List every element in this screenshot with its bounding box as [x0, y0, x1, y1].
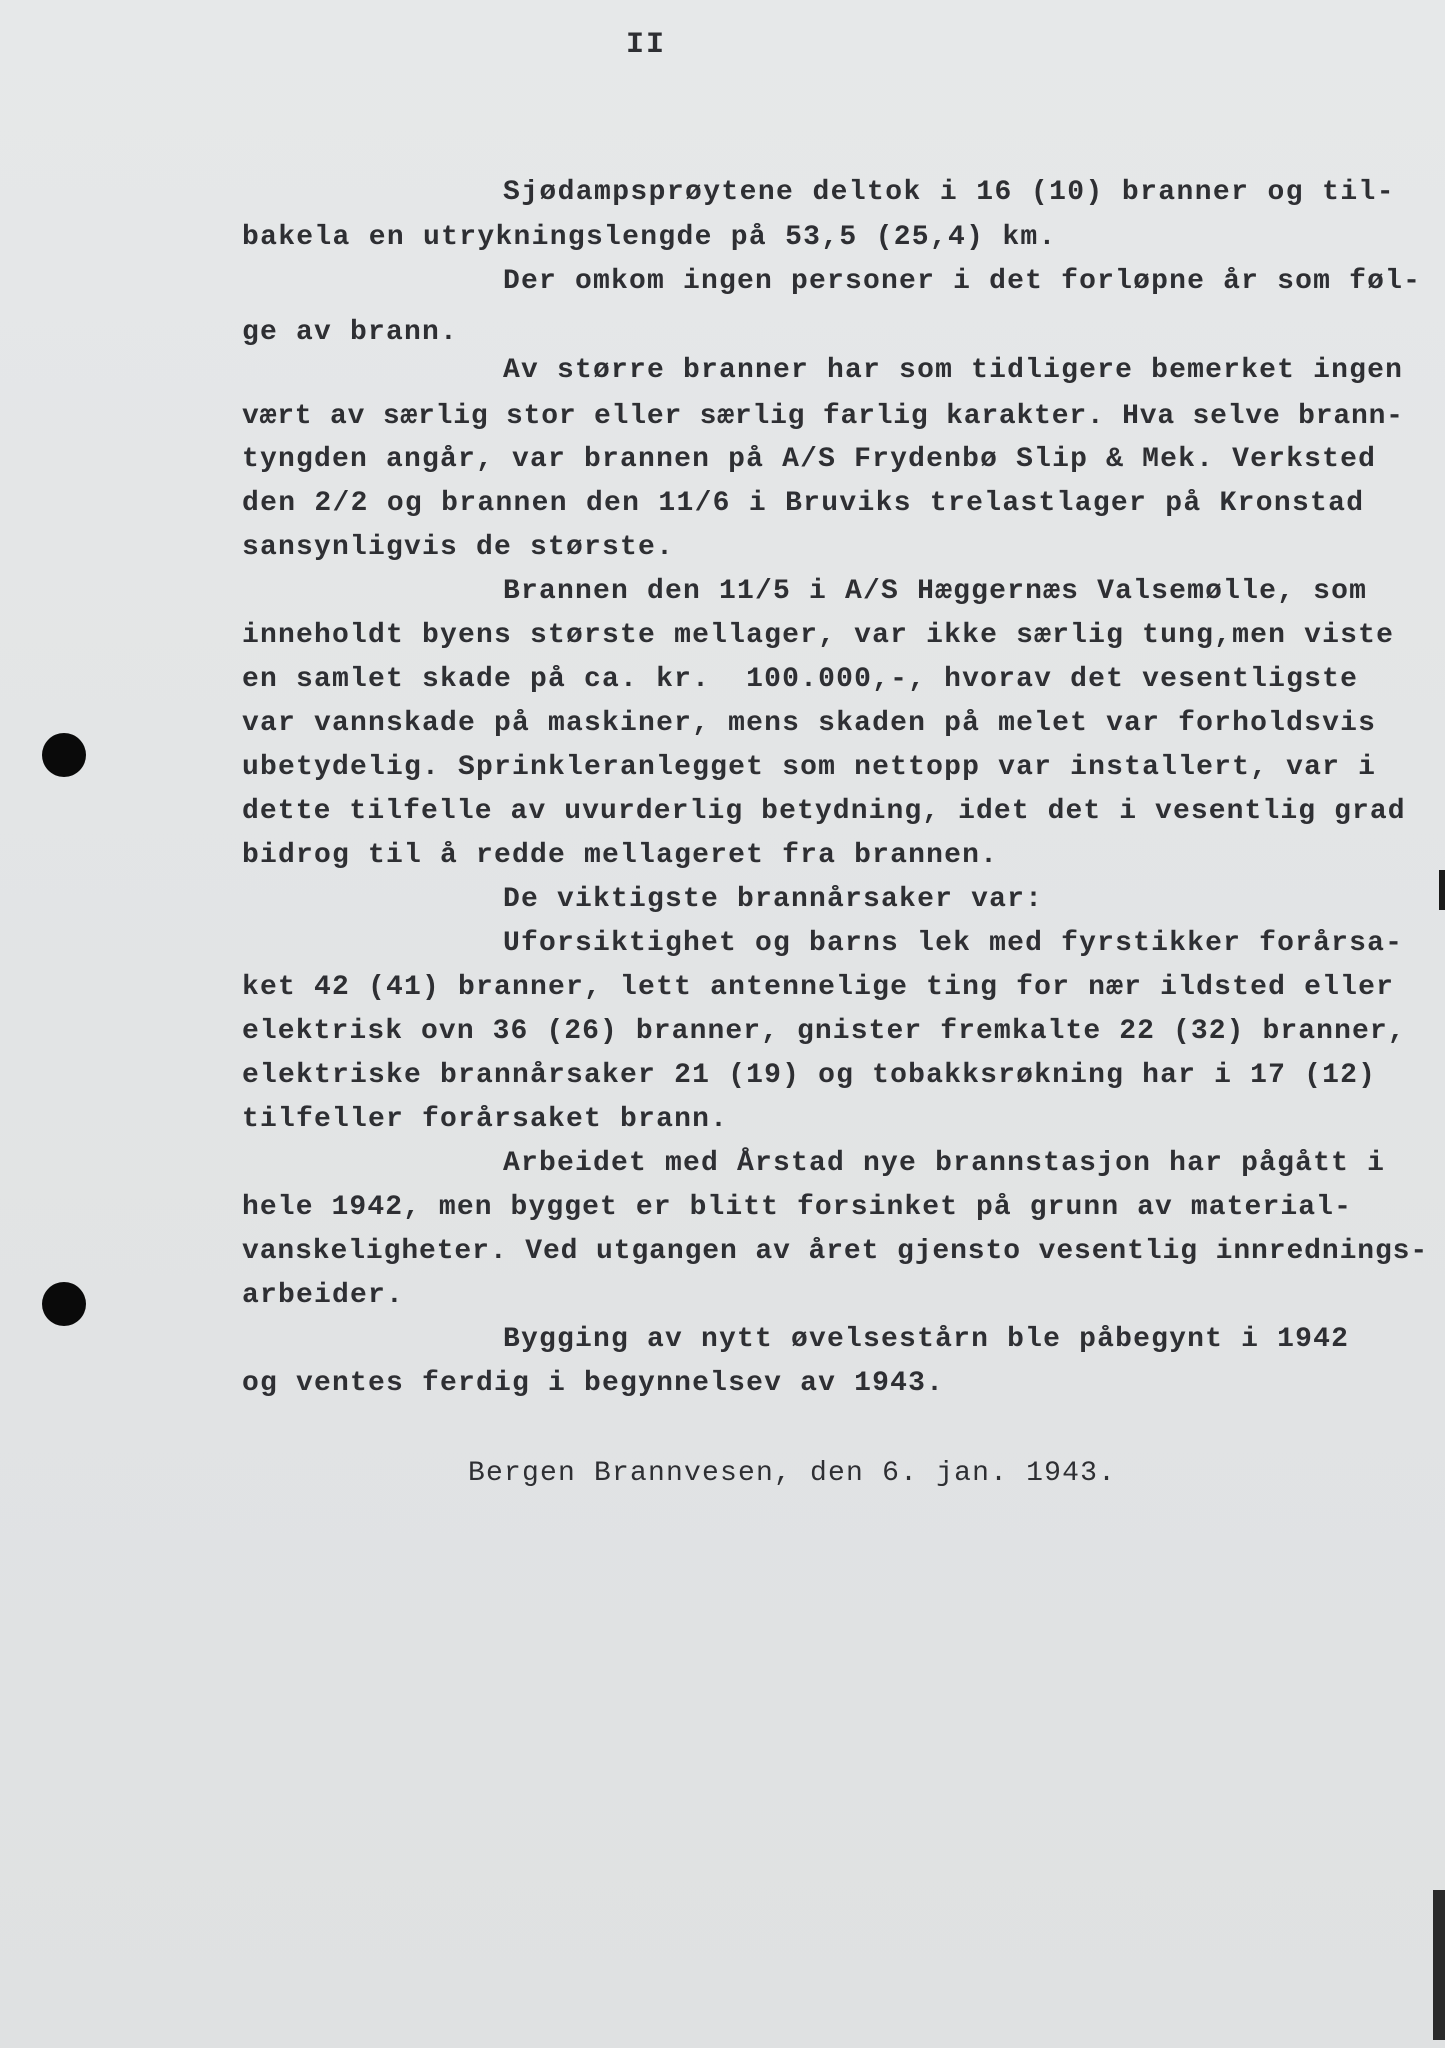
text-line: ge av brann. — [242, 317, 459, 348]
text-line: og ventes ferdig i begynnelsev av 1943. — [242, 1368, 945, 1399]
text-line: tyngden angår, var brannen på A/S Frydenbø Slip & Mek. Verksted — [242, 444, 1377, 475]
text-line: den 2/2 og brannen den 11/6 i Bruviks trelastlager på Kronstad — [242, 488, 1365, 519]
page-edge-mark — [1433, 1890, 1445, 2040]
text-line: elektrisk ovn 36 (26) branner, gnister fremkalte 22 (32) branner, — [242, 1016, 1406, 1047]
text-line: tilfeller forårsaket brann. — [242, 1104, 729, 1135]
text-line: Arbeidet med Årstad nye brannstasjon har pågått i — [503, 1148, 1386, 1179]
text-line: Brannen den 11/5 i A/S Hæggernæs Valsemølle, som — [503, 576, 1368, 607]
text-line: var vannskade på maskiner, mens skaden på melet var forholdsvis — [242, 708, 1377, 739]
text-line: Bygging av nytt øvelsestårn ble påbegynt i 1942 — [503, 1324, 1350, 1355]
text-line: arbeider. — [242, 1280, 405, 1311]
text-line: vanskeligheter. Ved utgangen av året gjensto vesentlig innrednings- — [242, 1236, 1429, 1267]
text-line: De viktigste brannårsaker var: — [503, 884, 1044, 915]
text-line: Der omkom ingen personer i det forløpne år som føl- — [503, 266, 1422, 297]
text-line: ubetydelig. Sprinkleranlegget som nettopp var installert, var i — [242, 752, 1377, 783]
text-line: vært av særlig stor eller særlig farlig karakter. Hva selve brann- — [242, 401, 1404, 432]
page-edge-mark — [1439, 870, 1445, 910]
text-line: sansynligvis de største. — [242, 532, 675, 563]
signature-line: Bergen Brannvesen, den 6. jan. 1943. — [468, 1458, 1117, 1489]
text-line: hele 1942, men bygget er blitt forsinket på grunn av material- — [242, 1192, 1352, 1223]
text-line: bakela en utrykningslengde på 53,5 (25,4) km. — [242, 222, 1057, 253]
text-line: elektriske brannårsaker 21 (19) og tobakksrøkning har i 17 (12) — [242, 1060, 1377, 1091]
text-line: Sjødampsprøytene deltok i 16 (10) branner og til- — [503, 177, 1395, 208]
page-number: II — [626, 28, 667, 62]
text-line: ket 42 (41) branner, lett antennelige ting for nær ildsted eller — [242, 972, 1395, 1003]
text-line: Av større branner har som tidligere bemerket ingen — [503, 355, 1404, 386]
text-line: bidrog til å redde mellageret fra brannen. — [242, 840, 999, 871]
text-line: en samlet skade på ca. kr. 100.000,-, hvorav det vesentligste — [242, 664, 1359, 695]
text-line: inneholdt byens største mellager, var ikke særlig tung,men viste — [242, 620, 1395, 651]
punch-hole — [42, 1282, 86, 1326]
text-line: Uforsiktighet og barns lek med fyrstikker forårsa- — [503, 928, 1404, 959]
text-line: dette tilfelle av uvurderlig betydning, idet det i vesentlig grad — [242, 796, 1406, 827]
punch-hole — [42, 733, 86, 777]
